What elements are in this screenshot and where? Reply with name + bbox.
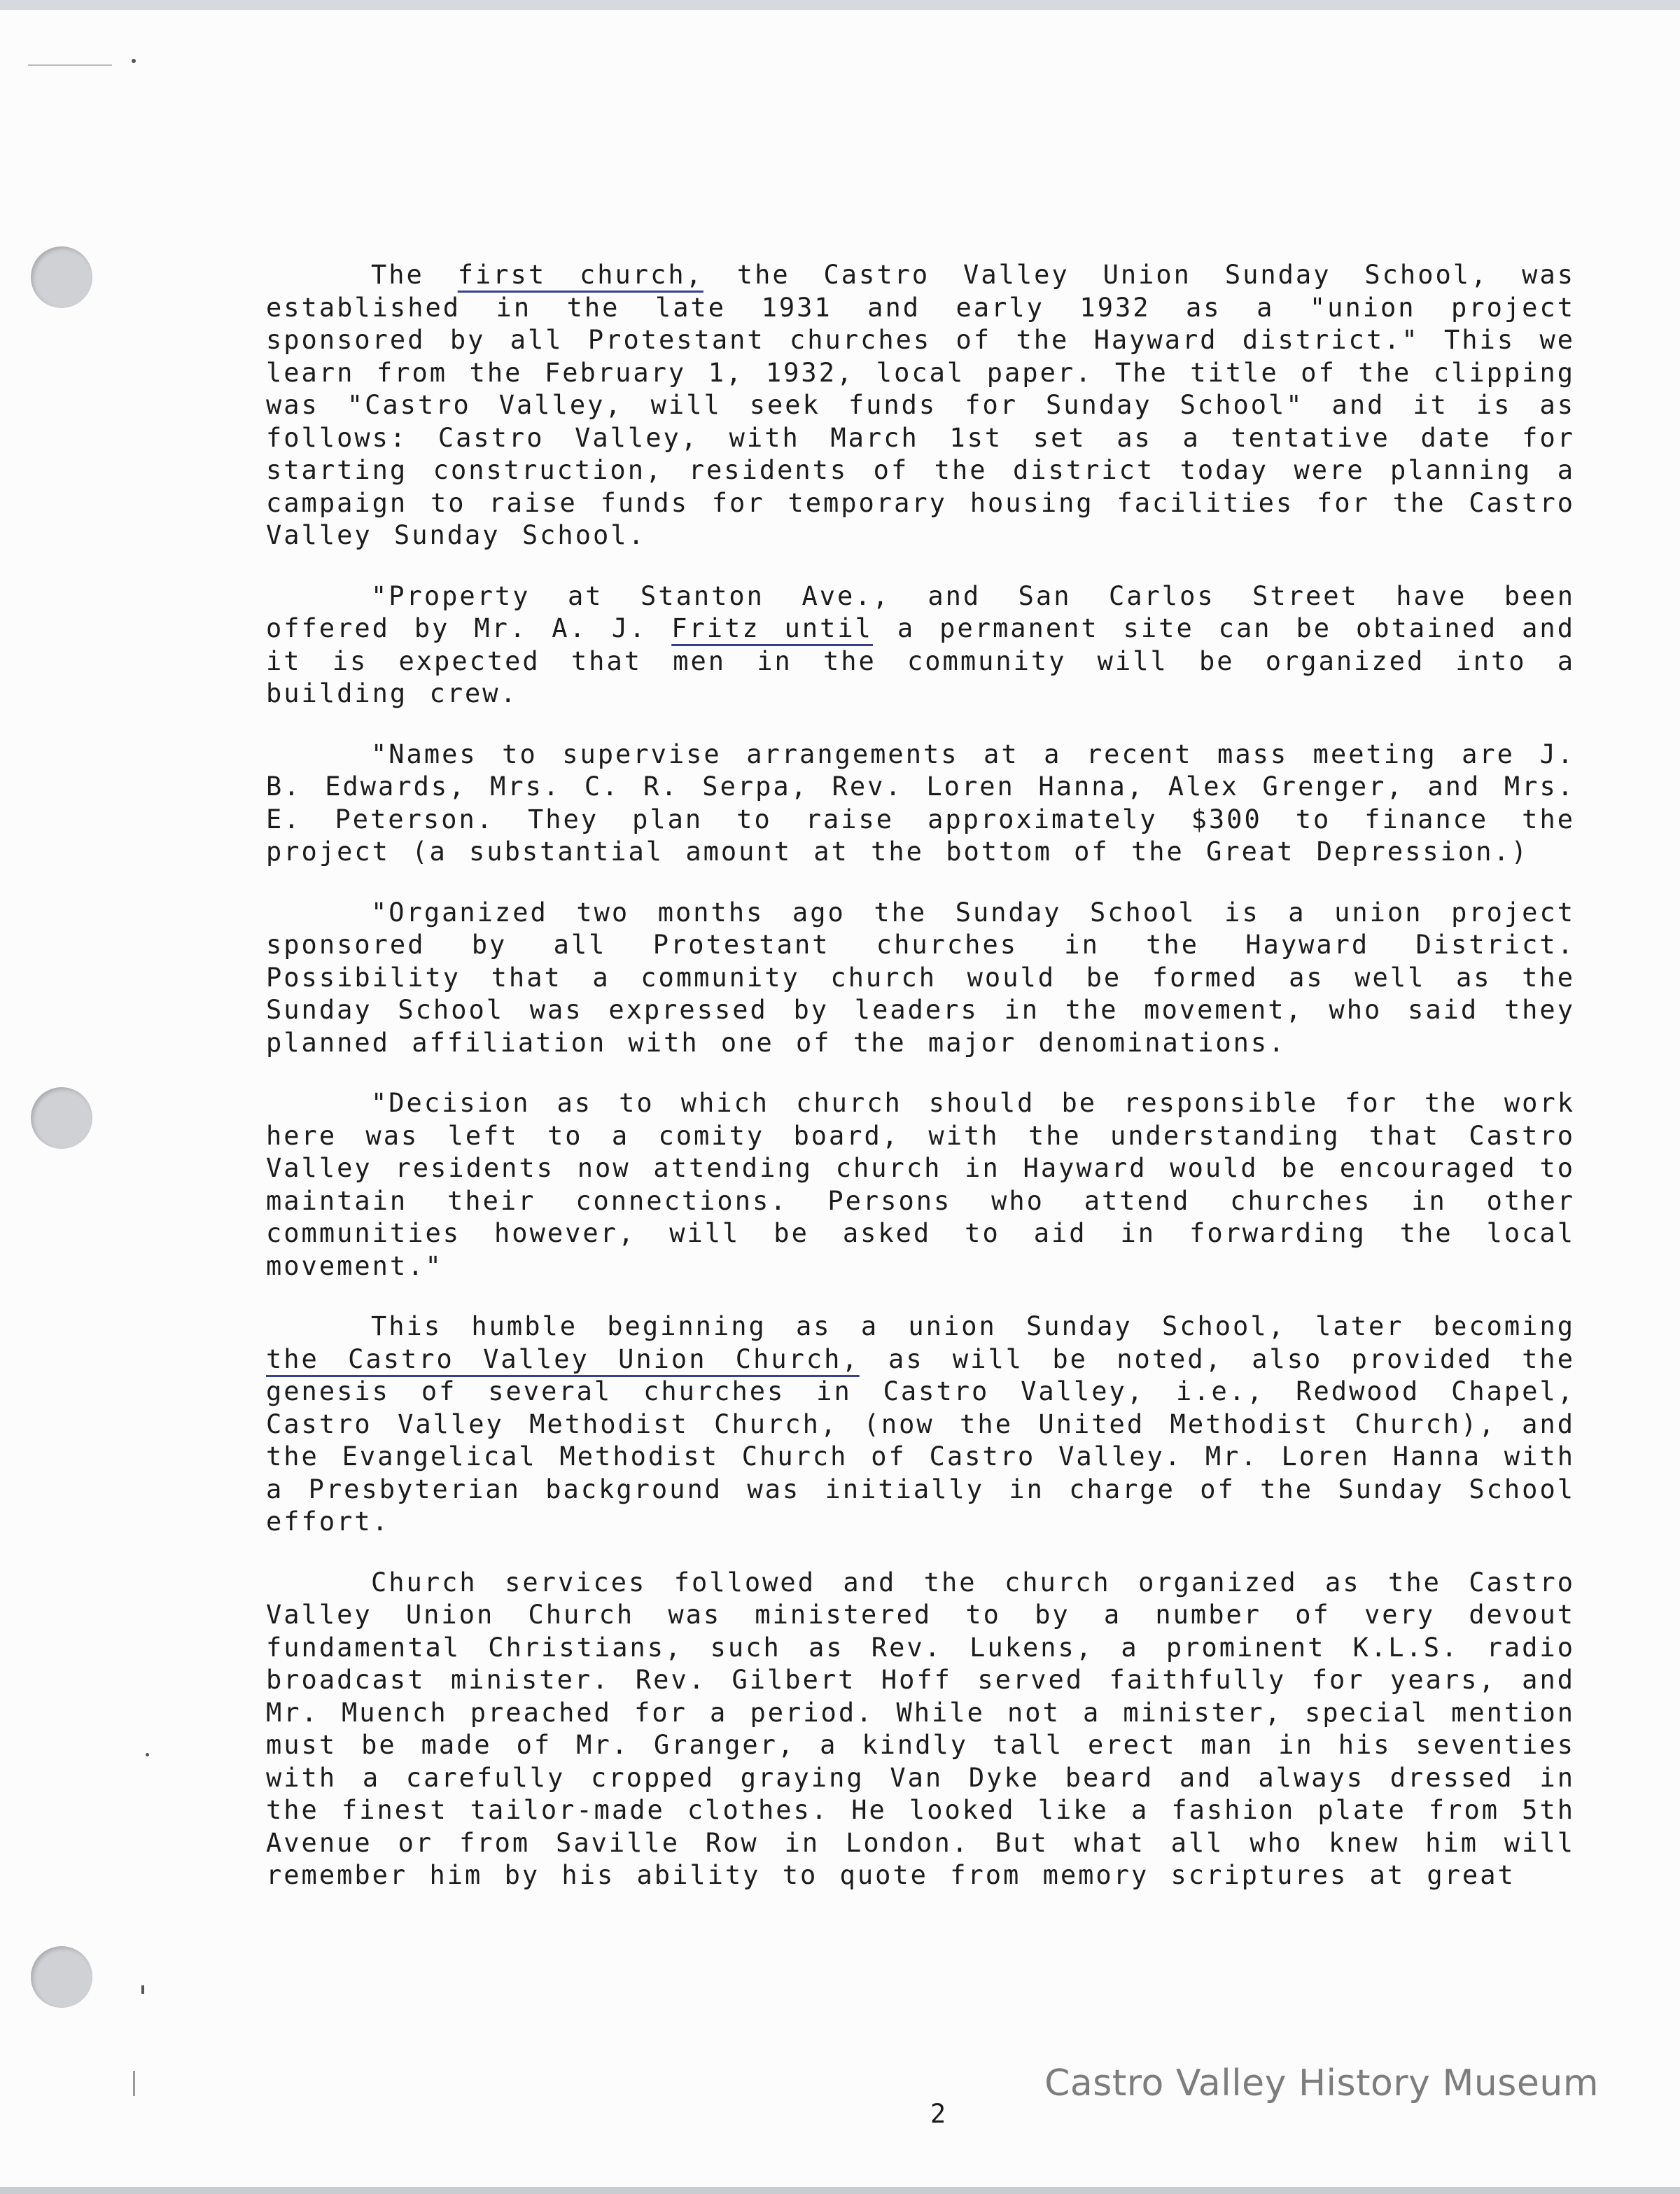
pen-underline: first church,: [457, 260, 704, 290]
paragraph: "Property at Stanton Ave., and San Carlos Street have been offered by Mr. A. J. Fritz until a permanent site can be obtained and it is expected that men in the community will be organized into a building crew.: [266, 580, 1575, 708]
pen-underline: Fritz until: [671, 613, 873, 643]
paragraph: This humble beginning as a union Sunday School, later becoming the Castro Valley Union Church, as will be noted, also provided the genesis of several churches in Castro Valley, i.e., Redwood Chapel, Castro Valley Methodist Church, (now the United Methodist Church), and the Evangelical Methodist Church of Castro Valley. Mr. Loren Hanna with a Presbyterian background was initially in charge of the Sunday School effort.: [266, 1311, 1575, 1537]
scan-speck: [146, 1753, 149, 1756]
watermark: Castro Valley History Museum: [1044, 2062, 1599, 2104]
paragraph: "Organized two months ago the Sunday School is a union project sponsored by all Protestant churches in the Hayward District. Possibility that a community church would be formed as well as the Sunday School was expressed by leaders in the movement, who said they planned affiliation with one of the major denominations.: [266, 897, 1575, 1058]
paragraph: The first church, the Castro Valley Union Sunday School, was established in the late 1931 and early 1932 as a "union project sponsored by all Protestant churches of the Hayward district." This we learn from the February 1, 1932, local paper. The title of the clipping was "Castro Valley, will seek funds for Sunday School" and it is as follows: Castro Valley, with March 1st set as a tentative date for starting construction, residents of the district today were planning a campaign to raise funds for temporary housing facilities for the Castro Valley Sunday School.: [266, 260, 1576, 550]
paragraph: "Decision as to which church should be responsible for the work here was left to a comity board, with the understanding that Castro Valley residents now attending church in Hayward would be encouraged to maintain their connections. Persons who attend churches in other communities however, will be asked to aid in forwarding the local movement.": [266, 1088, 1575, 1281]
scan-speck: [28, 64, 112, 66]
scan-speck: [132, 59, 136, 63]
scan-top-edge: [0, 0, 1680, 10]
page-number: 2: [930, 2099, 946, 2129]
scan-speck: [141, 1985, 144, 1994]
punch-hole-middle: [31, 1087, 92, 1149]
paragraph: Church services followed and the church organized as the Castro Valley Union Church was ministered to by a number of very devout fundamental Christians, such as Rev. Lukens, a prominent K.L.S. radio broadcast minister. Rev. Gilbert Hoff served faithfully for years, and Mr. Muench preached for a period. While not a minister, special mention must be made of Mr. Granger, a kindly tall erect man in his seventies with a carefully cropped graying Van Dyke beard and always dressed in the finest tailor-made clothes. He looked like a fashion plate from 5th Avenue or from Saville Row in London. But what all who knew him will remember him by his ability to quote from memory scriptures at great: [266, 1567, 1575, 1890]
document-body: [266, 259, 1575, 1920]
pen-underline: the Castro Valley Union Church,: [266, 1343, 860, 1374]
paragraph: "Names to supervise arrangements at a recent mass meeting are J. B. Edwards, Mrs. C. R. Serpa, Rev. Loren Hanna, Alex Grenger, and Mrs. E. Peterson. They plan to raise approximately $300 to finance the project (a substantial amount at the bottom of the Great Depression.): [266, 739, 1575, 867]
scan-bottom-edge: [0, 2187, 1680, 2194]
scan-speck: [133, 2071, 135, 2096]
punch-hole-bottom: [31, 1946, 92, 2008]
punch-hole-top: [31, 246, 92, 308]
